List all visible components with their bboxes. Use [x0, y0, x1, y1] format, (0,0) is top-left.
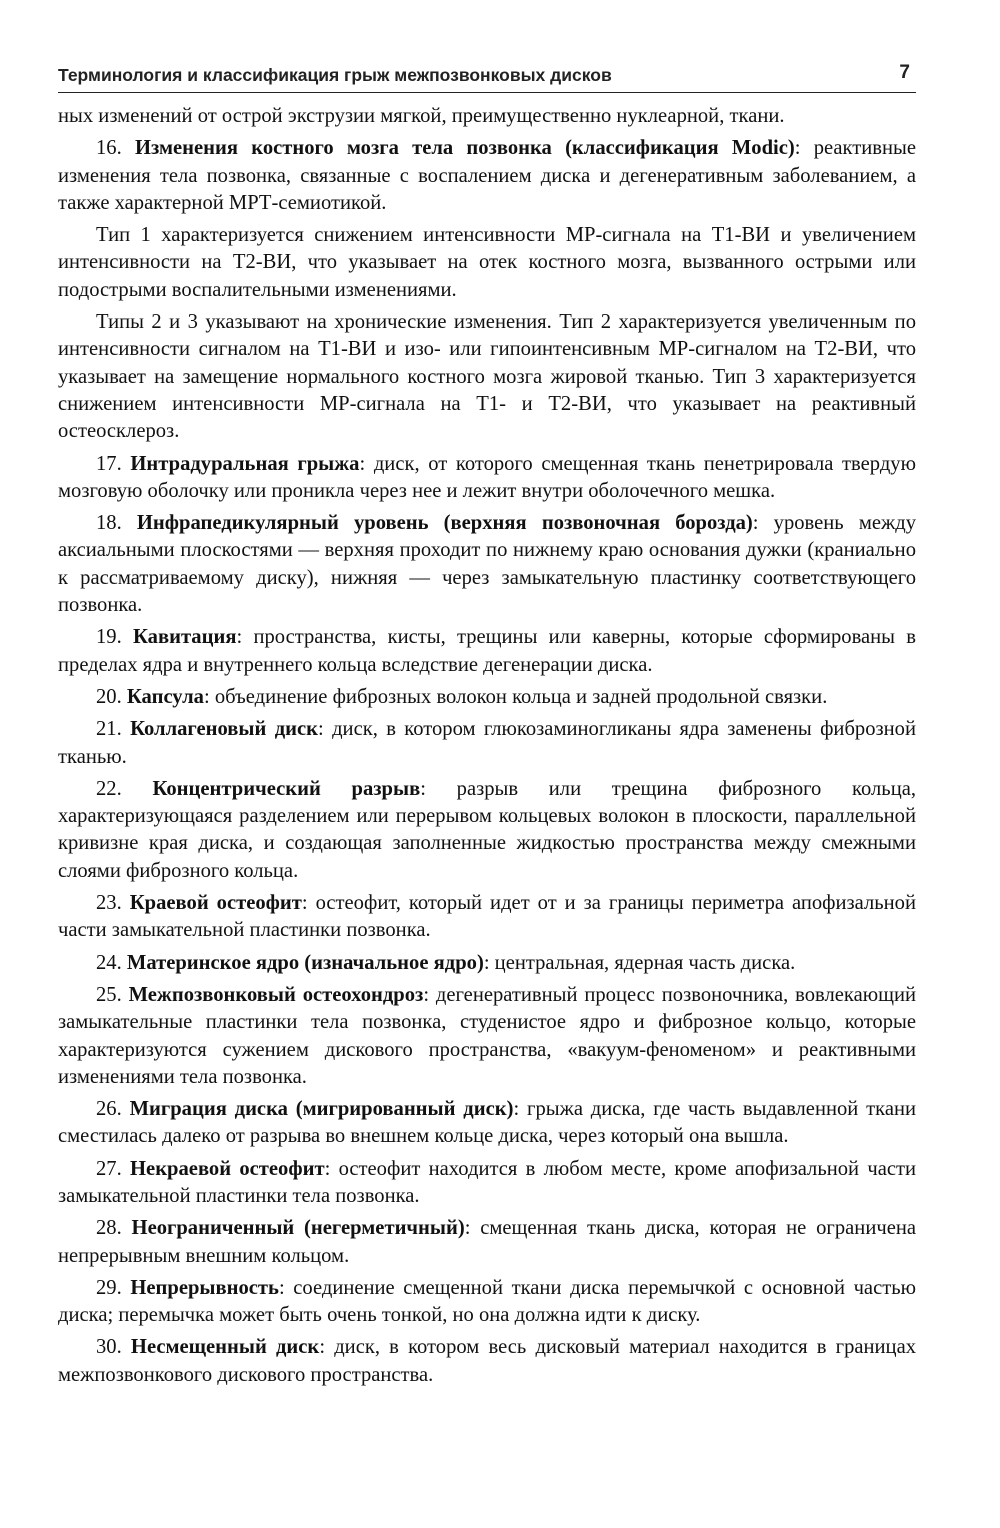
- entry-term: Некраевой остеофит: [130, 1157, 325, 1180]
- entry-21: [58, 716, 916, 771]
- running-header: [58, 58, 916, 93]
- entry-definition: : пространства, кисты, трещины или каверны, которые сформированы в пределах ядра и внутреннего кольца вследствие дегенерации диска.: [58, 626, 916, 676]
- entry-22: [58, 776, 916, 885]
- entry-30: [58, 1334, 916, 1389]
- entry-20: [58, 684, 916, 711]
- entry-29: [58, 1275, 916, 1330]
- entry-term: Межпозвонковый остеохондроз: [128, 983, 424, 1006]
- entry-term: Изменения костного мозга тела позвонка (классификация Modic): [134, 137, 795, 160]
- entry-term: Непрерывность: [130, 1276, 279, 1299]
- entry-number: 18.: [96, 512, 137, 535]
- entry-number: 22.: [96, 777, 153, 800]
- entry-definition: : диск, в котором глюкозаминогликаны ядра заменены фиброзной тканью.: [58, 718, 916, 768]
- entry-number: 24.: [96, 951, 127, 974]
- entry-definition: : объединение фиброзных волокон кольца и задней продольной связки.: [203, 685, 828, 708]
- entry-19: [58, 624, 916, 679]
- entry-term: Несмещенный диск: [130, 1336, 320, 1359]
- entry-number: 19.: [96, 626, 133, 649]
- entry-number: 26.: [96, 1098, 130, 1121]
- entry-16: [58, 135, 916, 217]
- entry-term: Интрадуральная грыжа: [130, 452, 360, 475]
- entry-24: [58, 950, 916, 977]
- entry-number: 17.: [96, 452, 131, 475]
- page-number: 7: [899, 62, 910, 83]
- entry-term: Неограниченный (негерметичный): [131, 1217, 465, 1240]
- entry-number: 30.: [96, 1336, 131, 1359]
- entry-definition: : реактивные изменения тела позвонка, связанные с воспалением диска и дегенеративным заболеванием, а также характерной МРТ-семиотикой.: [58, 137, 916, 214]
- entry-26: [58, 1096, 916, 1151]
- entry-16-types-2-3: Типы 2 и 3 указывают на хронические изменения. Тип 2 характеризуется увеличенным по интенсивности сигналом на Т1-ВИ и изо- или гипоинтенсивным МР-сигналом на Т2-ВИ, что указывает на замещение нормального костного мозга жировой тканью. Тип 3 характеризуется снижением интенсивности МР-сигнала на Т1- и Т2-ВИ, что указывает на реактивный остеосклероз.: [58, 311, 916, 443]
- entry-term: Кавитация: [133, 626, 237, 649]
- entry-number: 21.: [96, 718, 131, 741]
- continuation-paragraph: ных изменений от острой экструзии мягкой, преимущественно нуклеарной, ткани.: [58, 105, 785, 127]
- entry-23: [58, 890, 916, 945]
- entry-definition: : остеофит, который идет от и за границы периметра апофизальной части замыкательной пластинки позвонка.: [58, 892, 917, 942]
- entry-number: 20.: [96, 685, 127, 708]
- entry-27: [58, 1156, 916, 1211]
- entry-number: 29.: [96, 1276, 131, 1299]
- entry-number: 23.: [96, 892, 130, 915]
- book-page: [58, 58, 916, 1394]
- entry-term: Коллагеновый диск: [130, 718, 318, 741]
- entry-definition: : остеофит находится в любом месте, кроме апофизальной части замыкательной пластинки тела позвонка.: [58, 1157, 916, 1207]
- entry-28: [58, 1215, 916, 1270]
- entry-term: Краевой остеофит: [129, 892, 302, 915]
- entry-definition: : центральная, ядерная часть диска.: [483, 951, 796, 974]
- header-title: Терминология и классификация грыж межпозвонковых дисков: [58, 65, 612, 85]
- entry-18: [58, 510, 916, 619]
- entry-definition: : разрыв или трещина фиброзного кольца, характеризующаяся разделением или перерывом кольцевых волокон в плоскости, параллельной кривизне края диска, и создающая заполненные жидкостью пространства между смежными слоями фиброзного кольца.: [58, 777, 917, 882]
- entry-definition: : уровень между аксиальными плоскостями — верхняя проходит по нижнему краю основания дужки (краниально к рассматриваемому диску), нижняя — через замыкательную пластинку соответствующего позвонка.: [58, 512, 917, 617]
- entry-definition: : грыжа диска, где часть выдавленной ткани сместилась далеко от разрыва во внешнем кольце диска, через который она вышла.: [58, 1098, 916, 1148]
- body-text: [58, 103, 916, 1389]
- entry-term: Миграция диска (мигрированный диск): [129, 1098, 514, 1121]
- entry-term: Капсула: [126, 685, 204, 708]
- entry-term: Инфрапедикулярный уровень (верхняя позвоночная борозда): [136, 512, 753, 535]
- entry-17: [58, 451, 916, 506]
- entry-number: 28.: [96, 1217, 132, 1240]
- entry-definition: : соединение смещенной ткани диска перемычкой с основной частью диска; перемычка может быть очень тонкой, но она должна идти к диску.: [58, 1276, 916, 1327]
- entry-definition: : дегенеративный процесс позвоночника, вовлекающий замыкательные пластинки тела позвонка, студенистое ядро и фиброзное кольцо, которые характеризуются сужением дискового пространства, «вакуум-феноменом» и реактивными изменениями тела позвонка.: [58, 983, 916, 1088]
- entry-term: Материнское ядро (изначальное ядро): [126, 951, 484, 974]
- entry-number: 16.: [96, 137, 135, 160]
- entry-number: 25.: [96, 983, 129, 1006]
- entry-definition: : смещенная ткань диска, которая не ограничена непрерывным внешним кольцом.: [58, 1217, 916, 1267]
- entry-number: 27.: [96, 1157, 131, 1180]
- entry-definition: : диск, от которого смещенная ткань пенетрировала твердую мозговую оболочку или проникла через нее и лежит внутри оболочечного мешка.: [58, 452, 916, 502]
- entry-term: Концентрический разрыв: [152, 777, 421, 800]
- entry-16-type-1: Тип 1 характеризуется снижением интенсивности МР-сигнала на Т1-ВИ и увеличением интенсивности на Т2-ВИ, что указывает на отек костного мозга, вызванного острыми или подострыми воспалительными изменениями.: [58, 224, 916, 301]
- entry-definition: : диск, в котором весь дисковый материал находится в границах межпозвонкового дискового пространства.: [58, 1336, 917, 1386]
- entry-25: [58, 982, 916, 1091]
